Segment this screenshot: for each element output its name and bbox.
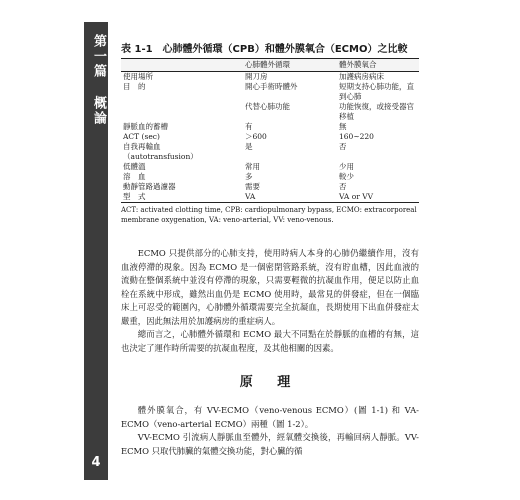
table-cell: ACT (sec) xyxy=(123,132,160,141)
table-cell xyxy=(337,152,419,162)
table-cell: 少用 xyxy=(339,162,354,171)
body-paragraph: VV-ECMO 引流病人靜脈血至體外，經氧體交換後，再輸回病人靜脈。VV-ECMO 只取代肺臟的氣體交換功能，對心臟的循 xyxy=(121,432,419,456)
page-number: 4 xyxy=(91,455,101,470)
body-paragraph: ECMO 只提供部分的心肺支持，使用時病人本身的心肺仍繼續作用，沒有血液停滯的現象。因為 ECMO 是一個密閉管路系統，沒有貯血槽，因此血液的流動在整個系統中並沒有停滯的現象，只需要輕微的抗凝血作用，便足以防止血栓在系統中形成，雖然出血仍是 ECMO 使用時，最常見的併發症，但在一個臨床上可忍受的範圍內，心肺體外循環需要完全抗凝血，長期使用下出血併發症太嚴重，因此無法用於加護病房的重症病人。 xyxy=(121,248,419,326)
table-row xyxy=(121,72,419,83)
table-cell: 多 xyxy=(245,172,253,181)
table-row xyxy=(121,172,419,182)
table-cell: 目 的 xyxy=(123,82,146,91)
table-cell: 功能恢復，或接受器官移植 xyxy=(339,102,414,121)
table-cell: 否 xyxy=(339,182,347,191)
table-cell: 動靜管路過濾器 xyxy=(123,182,176,191)
table-header-row xyxy=(121,59,419,72)
table-cell: ＞600 xyxy=(245,132,267,141)
table-cell: 型 式 xyxy=(121,192,243,203)
table-cell xyxy=(243,152,337,162)
table-row xyxy=(121,152,419,162)
table-cell: 無 xyxy=(339,122,347,131)
table-cell: 較少 xyxy=(339,172,354,181)
chapter-sidebar xyxy=(84,22,108,480)
table-row xyxy=(121,82,419,102)
table-cell xyxy=(121,102,243,122)
section-heading: 原 理 xyxy=(239,375,301,390)
table-cell: 低體溫 xyxy=(123,162,146,171)
table-caption: 表 1-1 心肺體外循環（CPB）和體外膜氧合（ECMO）之比較 xyxy=(121,44,408,55)
table-cell: 自我再輸血 xyxy=(123,142,161,151)
table-row xyxy=(121,162,419,172)
part-label: 第一篇 概論 xyxy=(91,34,106,126)
table-cell: （autotransfusion） xyxy=(123,152,198,161)
table-cell: VA or VV xyxy=(337,192,419,203)
table-row xyxy=(121,142,419,152)
header-cell xyxy=(121,59,243,72)
table-cell: VA xyxy=(243,192,337,203)
body-paragraph: 總而言之，心肺體外循環和 ECMO 最大不同點在於靜脈的血槽的有無，這也決定了運作時所需要的抗凝血程度，及其他相關的因素。 xyxy=(121,329,419,353)
table-cell: 代替心肺功能 xyxy=(245,102,290,111)
table-row xyxy=(121,132,419,142)
table-cell: 是 xyxy=(245,142,253,151)
table-cell: 使用場所 xyxy=(123,72,153,81)
page-content xyxy=(121,40,419,458)
table-row xyxy=(121,102,419,122)
table-cell: 160~220 xyxy=(339,132,374,141)
table-cell: 短期支持心肺功能，直到心肺 xyxy=(339,82,414,101)
comparison-table xyxy=(121,58,419,203)
body-paragraph: 體外膜氧合，有 VV-ECMO（veno-venous ECMO）(圖 1-1) 和 VA-ECMO（veno-arterial ECMO）兩種（圖 1-2）。 xyxy=(121,405,419,429)
table-cell: 需要 xyxy=(245,182,260,191)
table-row xyxy=(121,122,419,132)
table-row xyxy=(121,182,419,192)
table-footnote: ACT: activated clotting time, CPB: cardiopulmonary bypass, ECMO: extracorporeal membrane oxygenation, VA: veno-arterial, VV: veno-venous. xyxy=(121,206,417,224)
table-cell: 有 xyxy=(245,122,253,131)
table-cell: 加護病房病床 xyxy=(339,72,384,81)
table-cell: 否 xyxy=(339,142,347,151)
table-row xyxy=(121,192,419,203)
table-cell: 靜脈血的蓄槽 xyxy=(123,122,168,131)
header-cell: 心肺體外循環 xyxy=(243,59,337,72)
table-cell: 開心手術時體外 xyxy=(245,82,298,91)
table-cell: 常用 xyxy=(245,162,260,171)
table-cell: 開刀房 xyxy=(245,72,268,81)
table-cell: 溶 血 xyxy=(123,172,146,181)
header-cell: 體外膜氧合 xyxy=(337,59,419,72)
